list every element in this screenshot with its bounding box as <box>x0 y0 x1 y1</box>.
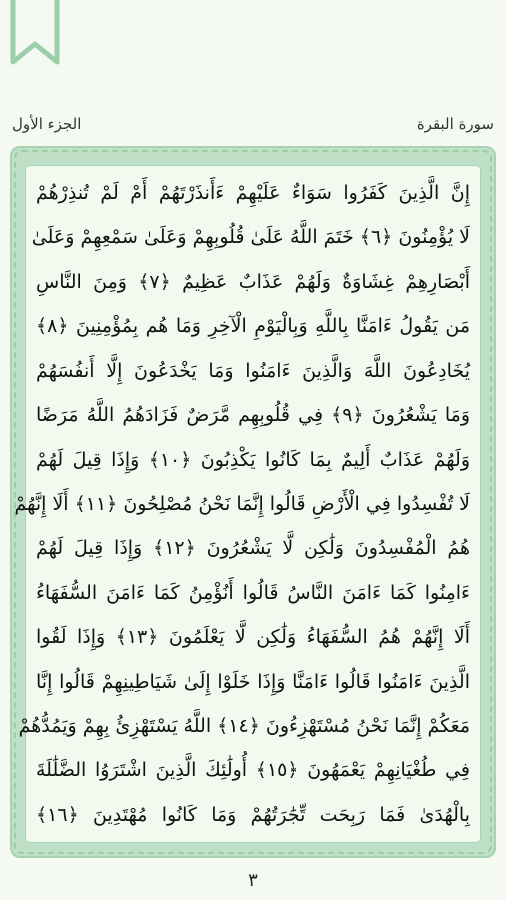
juz-label: الجزء الأول <box>12 115 82 133</box>
verse-line[interactable]: فِي طُغْيَانِهِمْ يَعْمَهُونَ ﴿١٥﴾ أُولَٰئِكَ الَّذِينَ اشْتَرَوُا الضَّلَٰلَةَ <box>36 759 470 782</box>
bookmark-icon[interactable] <box>9 0 61 66</box>
verse-line[interactable]: بِالْهُدَىٰ فَمَا رَبِحَت تِّجَٰرَتُهُمْ وَمَا كَانُوا مُهْتَدِينَ ﴿١٦﴾ <box>36 803 470 826</box>
verse-line[interactable]: وَمَا يَشْعُرُونَ ﴿٩﴾ فِي قُلُوبِهِم مَّرَضٌ فَزَادَهُمُ اللَّهُ مَرَضًا <box>36 404 470 427</box>
verse-line[interactable]: لَا يُؤْمِنُونَ ﴿٦﴾ خَتَمَ اللَّهُ عَلَىٰ قُلُوبِهِمْ وَعَلَىٰ سَمْعِهِمْ وَعَلَىٰ <box>31 226 470 249</box>
verse-line[interactable]: لَا تُفْسِدُوا فِي الْأَرْضِ قَالُوا إِنَّمَا نَحْنُ مُصْلِحُونَ ﴿١١﴾ أَلَا إِنَّهُمْ <box>14 492 470 515</box>
verse-line[interactable]: إِنَّ الَّذِينَ كَفَرُوا سَوَاءٌ عَلَيْهِمْ ءَأَنذَرْتَهُمْ أَمْ لَمْ تُنذِرْهُمْ <box>36 182 470 204</box>
verse-line[interactable]: أَلَا إِنَّهُمْ هُمُ السُّفَهَاءُ وَلَٰكِن لَّا يَعْلَمُونَ ﴿١٣﴾ وَإِذَا لَقُوا <box>36 626 470 649</box>
verse-line[interactable]: وَلَهُمْ عَذَابٌ أَلِيمٌ بِمَا كَانُوا يَكْذِبُونَ ﴿١٠﴾ وَإِذَا قِيلَ لَهُمْ <box>36 448 471 471</box>
verse-line[interactable]: مَعَكُمْ إِنَّمَا نَحْنُ مُسْتَهْزِءُونَ ﴿١٤﴾ اللَّهُ يَسْتَهْزِئُ بِهِمْ وَيَمُدُّهُمْ <box>18 715 470 738</box>
verse-line[interactable]: يُخَادِعُونَ اللَّهَ وَالَّذِينَ ءَامَنُوا وَمَا يَخْدَعُونَ إِلَّا أَنفُسَهُمْ <box>36 359 470 382</box>
verse-line[interactable]: أَبْصَارِهِمْ غِشَاوَةٌ وَلَهُمْ عَذَابٌ عَظِيمٌ ﴿٧﴾ وَمِنَ النَّاسِ <box>36 270 471 293</box>
quran-page[interactable] <box>14 166 480 842</box>
verse-lines <box>14 174 471 834</box>
verse-line[interactable]: مَن يَقُولُ ءَامَنَّا بِاللَّهِ وَبِالْيَوْمِ الْآخِرِ وَمَا هُم بِمُؤْمِنِينَ ﴿٨﴾ <box>36 315 470 338</box>
verse-line[interactable]: الَّذِينَ ءَامَنُوا قَالُوا ءَامَنَّا وَإِذَا خَلَوْا إِلَىٰ شَيَاطِينِهِمْ قَالُوا إِنَّا <box>36 670 470 693</box>
page-header <box>12 110 494 138</box>
verse-line[interactable]: هُمُ الْمُفْسِدُونَ وَلَٰكِن لَّا يَشْعُرُونَ ﴿١٢﴾ وَإِذَا قِيلَ لَهُمْ <box>36 537 470 560</box>
page-number: ٣ <box>248 870 258 891</box>
verse-line[interactable]: ءَامِنُوا كَمَا ءَامَنَ النَّاسُ قَالُوا أَنُؤْمِنُ كَمَا ءَامَنَ السُّفَهَاءُ <box>36 581 470 604</box>
surah-label: سورة البقرة <box>416 115 494 133</box>
